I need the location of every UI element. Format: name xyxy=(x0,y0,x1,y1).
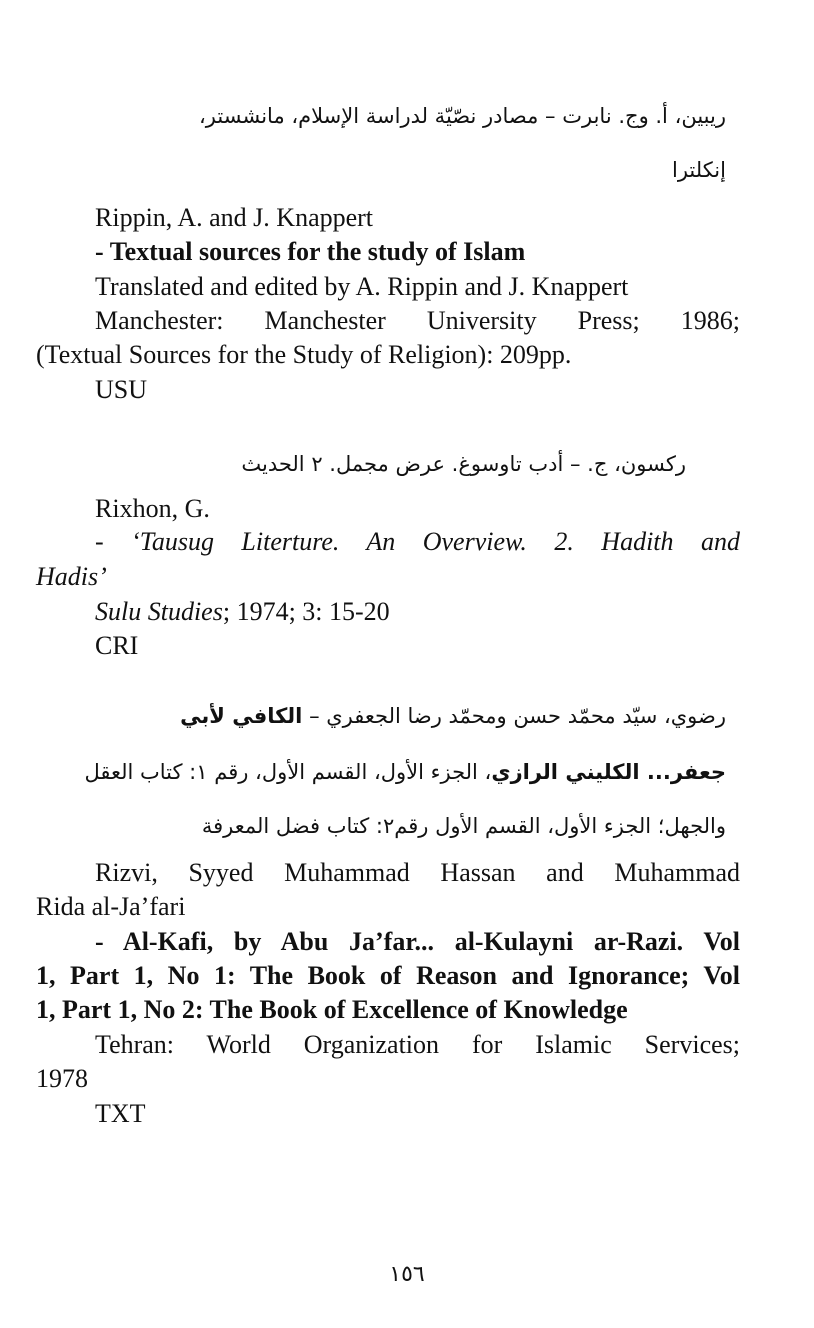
entry-title-cont: Hadis’ xyxy=(36,562,107,591)
entry-arabic-line: ركسون، ج. – أدب تاوسوغ. عرض مجمل. ٢ الحديث xyxy=(241,452,686,476)
arabic-title: الكافي لأبي xyxy=(180,704,303,728)
entry-author-cont: Rida al-Ja’fari xyxy=(36,892,186,921)
entry-code: USU xyxy=(95,375,148,404)
arabic-authors: رضوي، سيّد محمّد حسن ومحمّد رضا الجعفري – xyxy=(302,704,726,728)
entry-title: - Textual sources for the study of Islam xyxy=(95,237,526,266)
entry-code: CRI xyxy=(95,631,139,660)
entry-author: Rizvi, Syyed Muhammad Hassan and Muhammad xyxy=(95,858,740,887)
entry-publication-cont: 1978 xyxy=(36,1064,88,1093)
entry-publication: Tehran: World Organization for Islamic Services; xyxy=(95,1030,740,1059)
entry-title-cont: 1, Part 1, No 2: The Book of Excellence of Knowledge xyxy=(36,995,628,1024)
entry-arabic-line xyxy=(180,704,726,728)
entry-arabic-line: ريبين، أ. وج. نابرت – مصادر نصّيّة لدراسة الإسلام، مانشستر، xyxy=(199,104,726,128)
entry-arabic-line: والجهل؛ الجزء الأول، القسم الأول رقم٢: كتاب فضل المعرفة xyxy=(201,814,726,838)
entry-code: TXT xyxy=(95,1099,146,1128)
entry-title: - Al-Kafi, by Abu Ja’far... al-Kulayni ar-Razi. Vol xyxy=(95,927,740,956)
journal-name: Sulu Studies xyxy=(95,597,223,626)
entry-author: Rixhon, G. xyxy=(95,494,210,523)
page-number: ١٥٦ xyxy=(389,1262,425,1287)
entry-author: Rippin, A. and J. Knappert xyxy=(95,203,374,232)
entry-arabic-line: إنكلترا xyxy=(672,158,726,182)
arabic-volume: ، الجزء الأول، القسم الأول، رقم ١: كتاب العقل xyxy=(84,760,492,784)
journal-details: ; 1974; 3: 15-20 xyxy=(222,597,390,626)
entry-journal xyxy=(95,595,390,629)
entry-title: - ‘Tausug Literture. An Overview. 2. Hadith and xyxy=(95,527,740,556)
entry-publication-cont: (Textual Sources for the Study of Religion): 209pp. xyxy=(36,340,572,369)
entry-arabic-line xyxy=(84,760,726,784)
arabic-title-cont: جعفر... الكليني الرازي xyxy=(491,760,726,784)
entry-translator: Translated and edited by A. Rippin and J. Knappert xyxy=(95,272,629,301)
entry-publication: Manchester: Manchester University Press; 1986; xyxy=(95,306,740,335)
entry-title-cont: 1, Part 1, No 1: The Book of Reason and Ignorance; Vol xyxy=(36,961,740,990)
